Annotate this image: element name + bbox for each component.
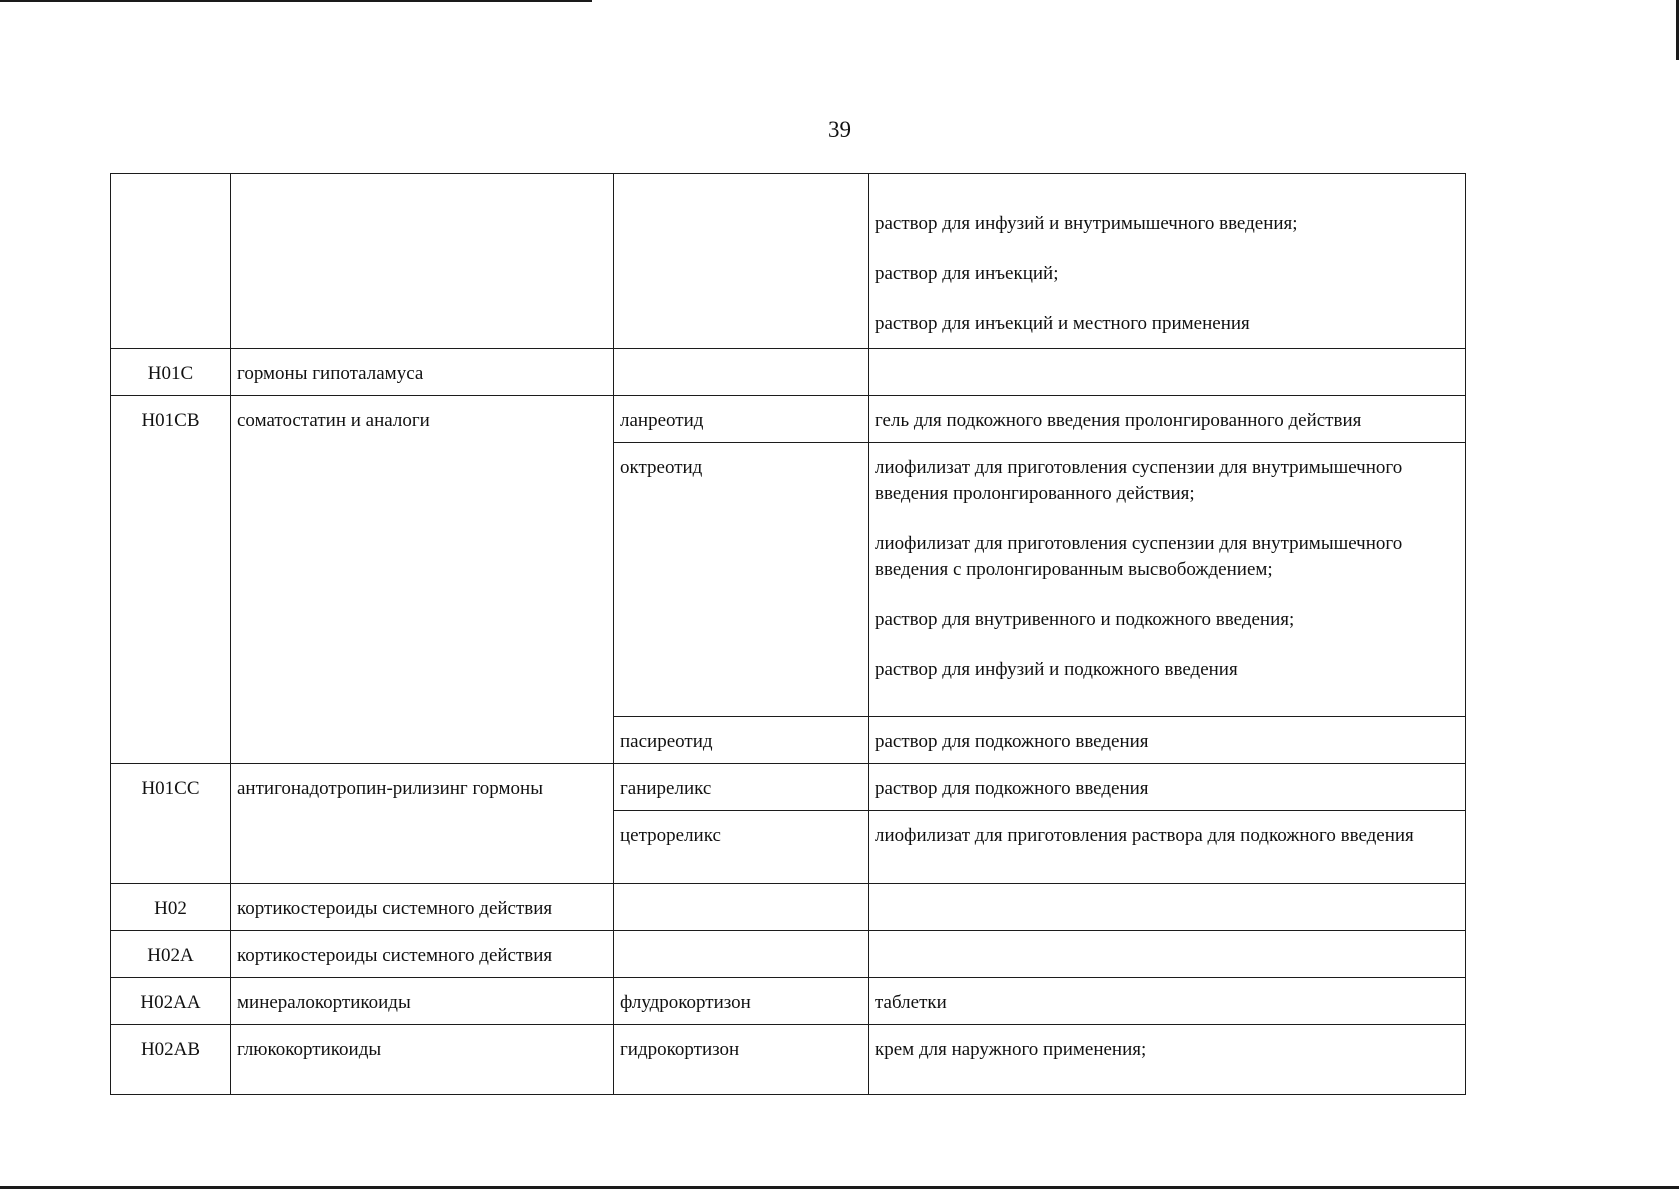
drug-name-cell bbox=[614, 174, 869, 349]
dosage-form-cell bbox=[869, 978, 1466, 1025]
table-row bbox=[111, 884, 1466, 931]
dosage-form: лиофилизат для приготовления суспензии для внутримышечного введения с пролонгированным высвобождением; bbox=[875, 533, 1403, 580]
group-name: гормоны гипоталамуса bbox=[237, 363, 424, 384]
dosage-form-cell bbox=[869, 174, 1466, 349]
drug-name: ганиреликс bbox=[620, 778, 712, 799]
table-row bbox=[111, 396, 1466, 443]
drug-name-cell bbox=[614, 764, 869, 811]
atc-code-cell bbox=[111, 1025, 231, 1095]
atc-code: H01C bbox=[147, 363, 194, 384]
table-row bbox=[111, 349, 1466, 396]
dosage-form-cell bbox=[869, 1025, 1466, 1095]
group-name-cell bbox=[231, 174, 614, 349]
dosage-form-cell bbox=[869, 443, 1466, 717]
dosage-form: гель для подкожного введения пролонгированного действия bbox=[875, 410, 1362, 431]
dosage-form: раствор для внутривенного и подкожного введения; bbox=[875, 609, 1295, 630]
dosage-form: лиофилизат для приготовления суспензии для внутримышечного введения пролонгированного действия; bbox=[875, 457, 1403, 504]
dosage-form-cell bbox=[869, 884, 1466, 931]
group-name: кортикостероиды системного действия bbox=[237, 945, 553, 966]
drug-name: пасиреотид bbox=[620, 731, 713, 752]
table-row bbox=[111, 978, 1466, 1025]
drug-name: октреотид bbox=[620, 457, 703, 478]
atc-code-cell bbox=[111, 931, 231, 978]
atc-code: H02AB bbox=[140, 1039, 201, 1060]
group-name-cell bbox=[231, 884, 614, 931]
page-number: 39 bbox=[828, 117, 851, 142]
drug-name-cell bbox=[614, 978, 869, 1025]
dosage-form: раствор для подкожного введения bbox=[875, 778, 1149, 799]
atc-code: H02AA bbox=[140, 992, 201, 1013]
drug-name-cell bbox=[614, 396, 869, 443]
drug-name: цетрореликс bbox=[620, 825, 721, 846]
dosage-form: крем для наружного применения; bbox=[875, 1039, 1147, 1060]
group-name: минералокортикоиды bbox=[237, 992, 411, 1013]
dosage-form-cell bbox=[869, 931, 1466, 978]
group-name-cell bbox=[231, 349, 614, 396]
atc-code: H02 bbox=[154, 898, 187, 919]
drug-name-cell bbox=[614, 811, 869, 884]
drug-table bbox=[110, 173, 1466, 1095]
table-row bbox=[111, 764, 1466, 811]
group-name: глюкокортикоиды bbox=[237, 1039, 382, 1060]
group-name-cell bbox=[231, 978, 614, 1025]
dosage-form-cell bbox=[869, 764, 1466, 811]
group-name-cell bbox=[231, 931, 614, 978]
group-name: кортикостероиды системного действия bbox=[237, 898, 553, 919]
atc-code-cell bbox=[111, 396, 231, 764]
table-row bbox=[111, 1025, 1466, 1095]
group-name-cell bbox=[231, 396, 614, 764]
dosage-form-cell bbox=[869, 349, 1466, 396]
drug-name-cell bbox=[614, 931, 869, 978]
dosage-form: раствор для инъекций; bbox=[875, 263, 1059, 284]
group-name: соматостатин и аналоги bbox=[237, 410, 430, 431]
group-name: антигонадотропин-рилизинг гормоны bbox=[237, 778, 543, 799]
atc-code-cell bbox=[111, 764, 231, 884]
drug-name-cell bbox=[614, 1025, 869, 1095]
drug-name-cell bbox=[614, 349, 869, 396]
dosage-form: раствор для инфузий и внутримышечного введения; bbox=[875, 213, 1298, 234]
drug-name-cell bbox=[614, 884, 869, 931]
dosage-form: раствор для инъекций и местного применения bbox=[875, 313, 1250, 334]
atc-code-cell bbox=[111, 884, 231, 931]
dosage-form: таблетки bbox=[875, 992, 947, 1013]
scan-edge-top bbox=[0, 0, 592, 2]
drug-name-cell bbox=[614, 443, 869, 717]
dosage-form-cell bbox=[869, 811, 1466, 884]
atc-code-cell bbox=[111, 978, 231, 1025]
dosage-form: раствор для подкожного введения bbox=[875, 731, 1149, 752]
drug-name: гидрокортизон bbox=[620, 1039, 740, 1060]
scan-edge-bottom bbox=[0, 1186, 1679, 1189]
table-row bbox=[111, 174, 1466, 349]
atc-code: H01CB bbox=[141, 410, 200, 431]
atc-code: H02A bbox=[147, 945, 194, 966]
dosage-form-cell bbox=[869, 717, 1466, 764]
drug-name: флудрокортизон bbox=[620, 992, 751, 1013]
atc-code: H01CC bbox=[141, 778, 200, 799]
dosage-form-cell bbox=[869, 396, 1466, 443]
table-row bbox=[111, 931, 1466, 978]
group-name-cell bbox=[231, 1025, 614, 1095]
drug-name: ланреотид bbox=[620, 410, 704, 431]
drug-name-cell bbox=[614, 717, 869, 764]
atc-code-cell bbox=[111, 174, 231, 349]
group-name-cell bbox=[231, 764, 614, 884]
dosage-form: раствор для инфузий и подкожного введения bbox=[875, 659, 1238, 680]
atc-code-cell bbox=[111, 349, 231, 396]
dosage-form: лиофилизат для приготовления раствора для подкожного введения bbox=[875, 825, 1414, 846]
